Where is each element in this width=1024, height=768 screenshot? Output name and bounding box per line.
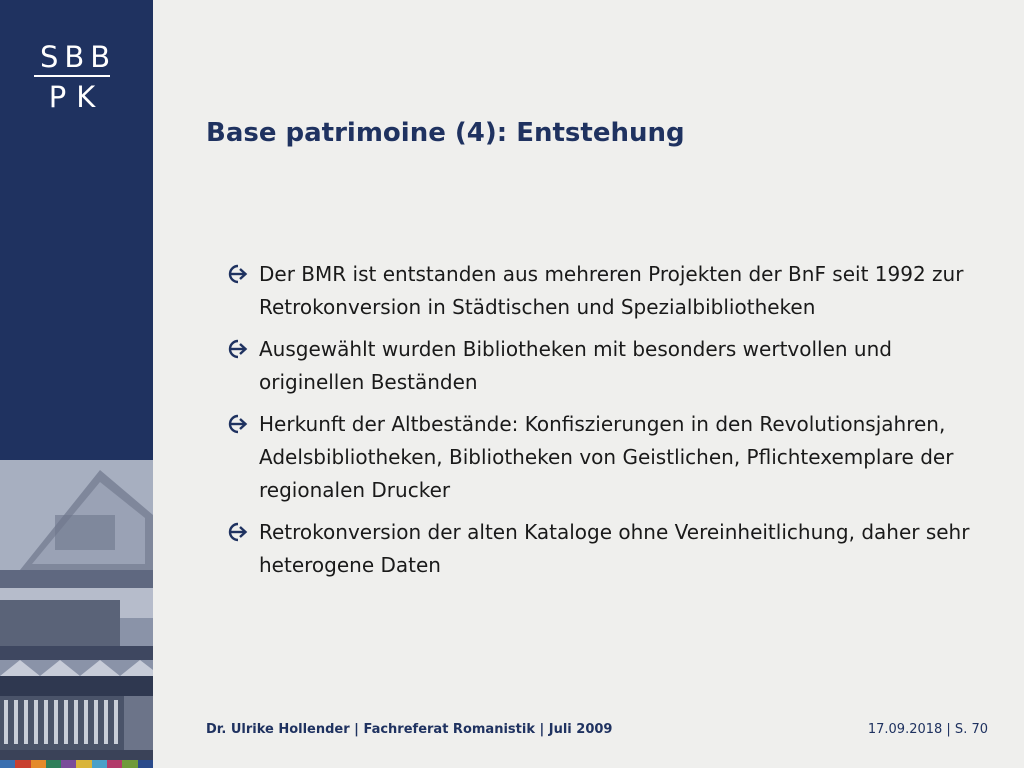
sidebar (0, 0, 153, 768)
bullet-item (226, 333, 986, 399)
circled-arrow-right-icon (226, 263, 248, 285)
strip-segment (138, 760, 153, 768)
library-building-photo (0, 460, 153, 760)
logo-top-text: SBB (40, 40, 117, 74)
sbb-pk-logo (34, 40, 117, 114)
slide-title: Base patrimoine (4): Entstehung (206, 118, 685, 148)
color-strip (0, 760, 153, 768)
logo-bottom-text: PK (48, 80, 106, 114)
circled-arrow-right-icon (226, 521, 248, 543)
circled-arrow-right-icon (226, 413, 248, 435)
bullet-text: Ausgewählt wurden Bibliotheken mit besonders wertvollen und originellen Beständen (259, 337, 892, 394)
footer-author: Dr. Ulrike Hollender | Fachreferat Romanistik | Juli 2009 (206, 722, 613, 737)
circled-arrow-right-icon (226, 338, 248, 360)
strip-segment (107, 760, 122, 768)
strip-segment (0, 760, 15, 768)
strip-segment (15, 760, 30, 768)
strip-segment (46, 760, 61, 768)
strip-segment (92, 760, 107, 768)
bullet-list (226, 258, 986, 591)
bullet-item (226, 516, 986, 582)
bullet-text: Der BMR ist entstanden aus mehreren Projekten der BnF seit 1992 zur Retrokonversion in Städtischen und Spezialbibliotheken (259, 262, 964, 319)
logo-divider (34, 75, 110, 77)
bullet-text: Retrokonversion der alten Kataloge ohne Vereinheitlichung, daher sehr heterogene Daten (259, 520, 970, 577)
footer-date-page: 17.09.2018 | S. 70 (867, 722, 988, 737)
strip-segment (61, 760, 76, 768)
bullet-item (226, 408, 986, 507)
strip-segment (31, 760, 46, 768)
bullet-text: Herkunft der Altbestände: Konfiszierungen in den Revolutionsjahren, Adelsbibliotheken, Bibliotheken von Geistlichen, Pflichtexemplare der regionalen Drucker (259, 412, 954, 502)
bullet-item (226, 258, 986, 324)
strip-segment (122, 760, 137, 768)
strip-segment (76, 760, 91, 768)
